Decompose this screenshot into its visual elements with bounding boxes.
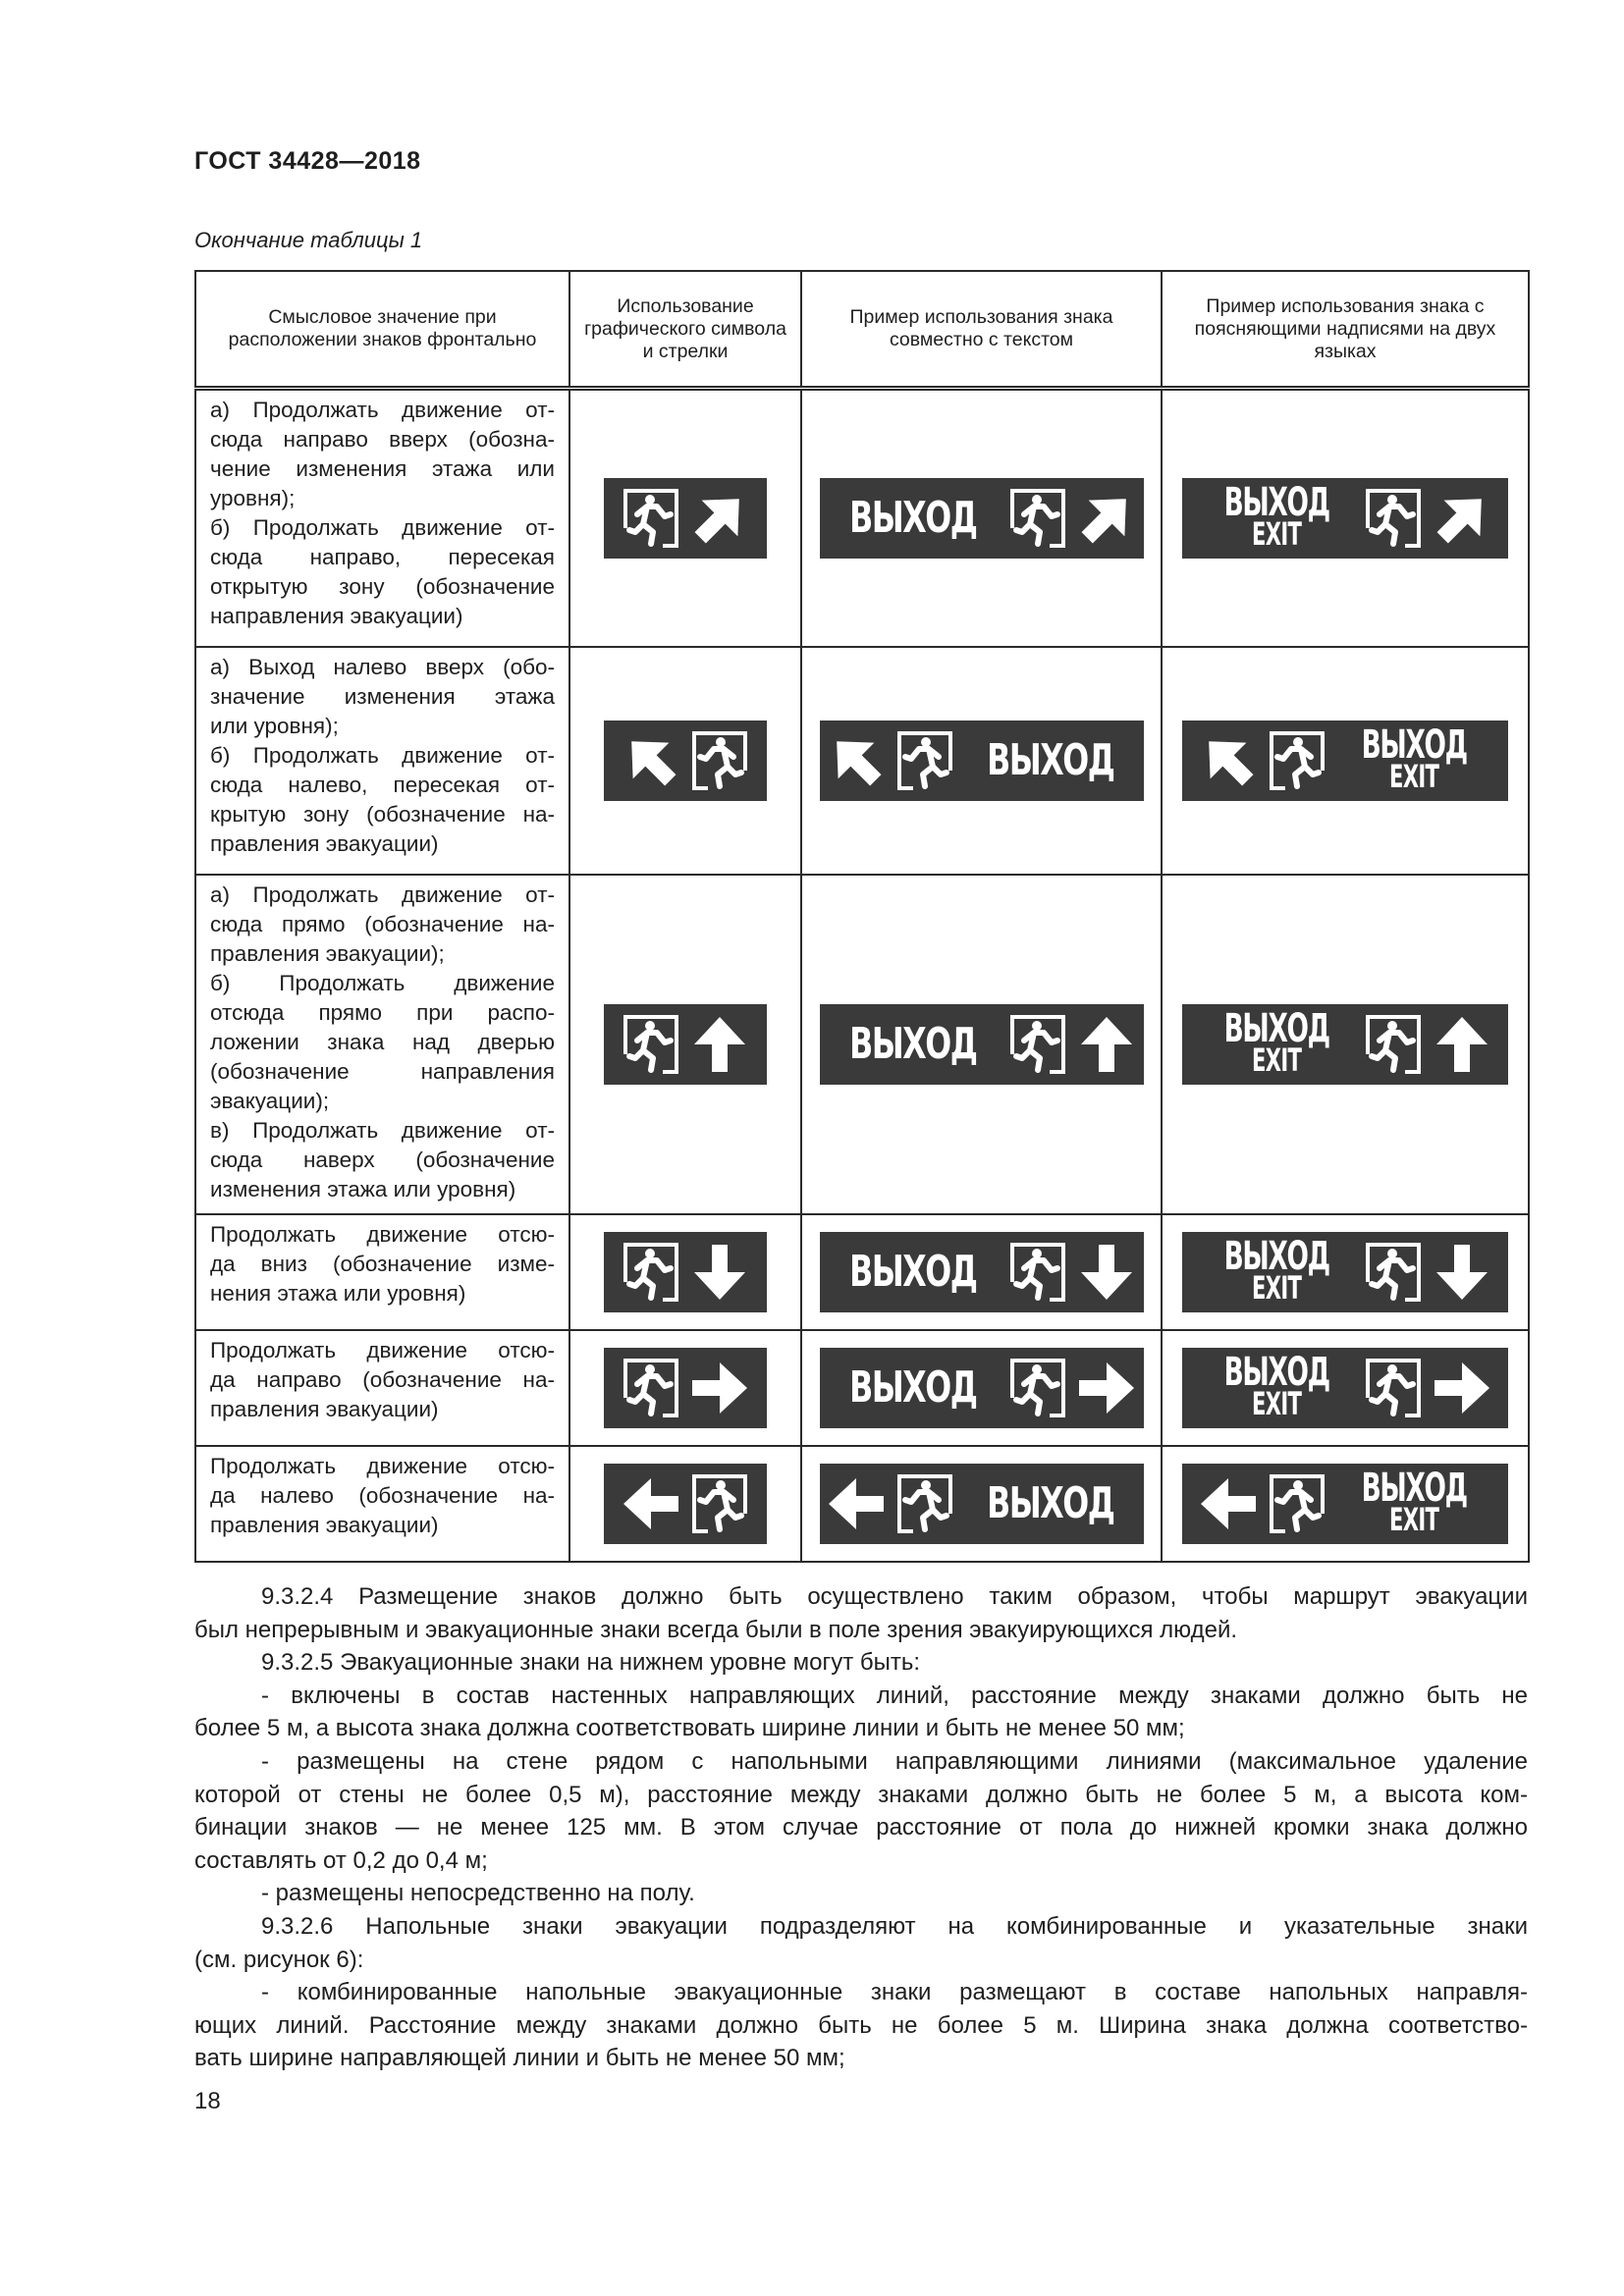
- body-line: - размещены на стене рядом с напольными направляющими линиями (максимальное удаление: [261, 1747, 1528, 1775]
- sign-bilingual-text: [1334, 721, 1493, 795]
- sign-bilingual-text: [1197, 479, 1356, 553]
- meaning-line: б) Продолжать движение: [210, 970, 555, 995]
- meaning-line: сюда прямо (обозначение на-: [210, 911, 555, 936]
- sign-bilingual-text: [1197, 1349, 1356, 1422]
- meaning-line: направления эвакуации): [210, 604, 463, 628]
- meaning-line: эвакуации);: [210, 1088, 330, 1113]
- meaning-line: изменения этажа или уровня): [210, 1176, 516, 1201]
- header-symbol-arrow: Использование графического символа и стрелки: [569, 271, 801, 389]
- sign-text-ru: ВЫХОД: [1223, 1349, 1329, 1395]
- symbol-arrow-cell: [569, 1214, 801, 1330]
- meaning-line: нения этажа или уровня): [210, 1280, 466, 1306]
- table-header-row: [195, 271, 1529, 389]
- sign-text-en: EXIT: [1388, 1500, 1439, 1538]
- arrow-up-right-icon: [1075, 487, 1138, 550]
- exit-runner-icon: [1362, 1239, 1425, 1306]
- bilingual-cell: [1162, 1214, 1529, 1330]
- exit-sign-with-text: [820, 1464, 1144, 1544]
- exit-runner-icon: [1006, 1355, 1069, 1421]
- meaning-line: сюда налево, пересекая от-: [210, 772, 555, 797]
- bilingual-cell: [1162, 647, 1529, 875]
- body-line: бинации знаков — не менее 125 мм. В этом случае расстояние от пола до нижней кромки знака должно: [194, 1814, 1528, 1842]
- sign-text-en: EXIT: [1251, 1268, 1302, 1307]
- sign-text-en: EXIT: [1251, 1384, 1302, 1422]
- arrow-up-left-icon: [620, 729, 682, 792]
- table-row: [195, 1214, 1529, 1330]
- exit-runner-icon: [893, 1470, 956, 1537]
- sign-text-en: EXIT: [1251, 514, 1302, 553]
- sign-text-ru: ВЫХОД: [986, 1478, 1114, 1528]
- exit-runner-icon: [1266, 727, 1328, 794]
- with-text-cell: [801, 389, 1162, 647]
- exit-sign-bilingual: [1182, 1004, 1508, 1085]
- exit-sign-symbol: [604, 478, 767, 559]
- exit-sign-bilingual: [1182, 478, 1508, 559]
- symbol-arrow-cell: [569, 1446, 801, 1562]
- exit-runner-icon: [1362, 1011, 1425, 1078]
- table-row: [195, 875, 1529, 1214]
- sign-bilingual-text: [1334, 1465, 1493, 1538]
- symbol-arrow-cell: [569, 647, 801, 875]
- exit-runner-icon: [1006, 485, 1069, 552]
- meaning-line: да вниз (обозначение изме-: [210, 1251, 555, 1276]
- arrow-down-icon: [688, 1241, 751, 1304]
- symbol-arrow-cell: [569, 1330, 801, 1446]
- body-paragraph: [194, 1910, 1528, 1976]
- exit-sign-bilingual: [1182, 1464, 1508, 1544]
- exit-sign-symbol: [604, 1464, 767, 1544]
- sign-text-en: EXIT: [1251, 1041, 1302, 1079]
- body-paragraph: [194, 1680, 1528, 1745]
- meaning-line: правления эвакуации): [210, 1512, 439, 1537]
- with-text-cell: [801, 1446, 1162, 1562]
- exit-sign-bilingual: [1182, 1348, 1508, 1428]
- arrow-down-icon: [1431, 1241, 1493, 1304]
- exit-runner-icon: [620, 1239, 682, 1306]
- exit-runner-icon: [1006, 1239, 1069, 1306]
- body-line: - размещены непосредственно на полу.: [261, 1880, 695, 1907]
- sign-text-ru: ВЫХОД: [848, 1362, 977, 1413]
- table-row: [195, 389, 1529, 647]
- body-line: вать ширине направляющей линии и быть не менее 50 мм;: [194, 2045, 845, 2072]
- meaning-line: а) Продолжать движение от-: [210, 881, 555, 907]
- meaning-line: крытую зону (обозначение на-: [210, 801, 555, 827]
- table-row: [195, 647, 1529, 875]
- with-text-cell: [801, 647, 1162, 875]
- exit-sign-bilingual: [1182, 721, 1508, 801]
- sign-text-ru: ВЫХОД: [1223, 1233, 1329, 1279]
- arrow-down-icon: [1075, 1241, 1138, 1304]
- exit-runner-icon: [1362, 485, 1425, 552]
- exit-runner-icon: [1006, 1011, 1069, 1078]
- meaning-cell: [195, 1214, 569, 1330]
- meaning-line: правления эвакуации): [210, 1396, 439, 1421]
- exit-sign-symbol: [604, 1004, 767, 1085]
- meaning-line: правления эвакуации);: [210, 940, 445, 966]
- exit-sign-with-text: [820, 478, 1144, 559]
- page-number: 18: [194, 2088, 221, 2114]
- body-text: [194, 1580, 1528, 2075]
- arrow-up-icon: [1431, 1013, 1493, 1076]
- meaning-cell: [195, 875, 569, 1214]
- meaning-cell: [195, 1446, 569, 1562]
- evacuation-signs-table: [194, 270, 1530, 1563]
- body-paragraph: [194, 1877, 1528, 1910]
- arrow-right-icon: [688, 1357, 751, 1419]
- meaning-line: (обозначение направления: [210, 1058, 555, 1084]
- exit-sign-with-text: [820, 1348, 1144, 1428]
- arrow-right-icon: [1075, 1357, 1138, 1419]
- meaning-line: или уровня);: [210, 713, 339, 738]
- meaning-line: а) Продолжать движение от-: [210, 398, 555, 422]
- meaning-cell: [195, 647, 569, 875]
- body-paragraph: [194, 1580, 1528, 1646]
- body-paragraph: [194, 1646, 1528, 1680]
- exit-sign-with-text: [820, 1004, 1144, 1085]
- meaning-line: да направо (обозначение на-: [210, 1366, 555, 1392]
- body-paragraph: [194, 1976, 1528, 2075]
- meaning-line: Продолжать движение отсю-: [210, 1453, 555, 1478]
- header-with-text: Пример использования знака совместно с текстом: [801, 271, 1162, 389]
- meaning-line: правления эвакуации): [210, 830, 439, 856]
- sign-bilingual-text: [1197, 1233, 1356, 1307]
- exit-runner-icon: [620, 1355, 682, 1421]
- arrow-up-left-icon: [825, 729, 888, 792]
- exit-runner-icon: [1266, 1470, 1328, 1537]
- header-meaning: Смысловое значение при расположении знаков фронтально: [195, 271, 569, 389]
- exit-sign-symbol: [604, 1348, 767, 1428]
- meaning-line: Продолжать движение отсю-: [210, 1337, 555, 1362]
- exit-sign-with-text: [820, 1232, 1144, 1312]
- arrow-left-icon: [620, 1472, 682, 1535]
- body-line: был непрерывным и эвакуационные знаки всегда были в поле зрения эвакуирующихся людей.: [194, 1616, 1238, 1643]
- body-line: ющих линий. Расстояние между знаками должно быть не более 5 м. Ширина знака должна соответство-: [194, 2011, 1528, 2039]
- meaning-line: сюда наверх (обозначение: [210, 1147, 555, 1172]
- table-row: [195, 1330, 1529, 1446]
- sign-text-ru: ВЫХОД: [1223, 1005, 1329, 1051]
- meaning-line: отсюда прямо при распо-: [210, 999, 555, 1025]
- body-line: более 5 м, а высота знака должна соответствовать ширине линии и быть не менее 50 мм;: [194, 1715, 1185, 1742]
- bilingual-cell: [1162, 1446, 1529, 1562]
- body-line: - комбинированные напольные эвакуационные знаки размещают в составе напольных направля-: [261, 1979, 1528, 2006]
- exit-runner-icon: [620, 1011, 682, 1078]
- body-line: 9.3.2.6 Напольные знаки эвакуации подразделяют на комбинированные и указательные знаки: [261, 1912, 1528, 1940]
- document-code: ГОСТ 34428—2018: [194, 147, 421, 175]
- body-line: которой от стены не более 0,5 м), расстояние между знаками должно быть не более 5 м, а высота ком-: [194, 1781, 1528, 1808]
- sign-text-en: EXIT: [1388, 757, 1439, 795]
- exit-sign-symbol: [604, 1232, 767, 1312]
- symbol-arrow-cell: [569, 875, 801, 1214]
- arrow-left-icon: [1197, 1472, 1260, 1535]
- sign-bilingual-text: [1197, 1005, 1356, 1079]
- meaning-line: открытую зону (обозначение: [210, 574, 555, 599]
- meaning-line: значение изменения этажа: [210, 683, 555, 709]
- table-caption: Окончание таблицы 1: [194, 228, 423, 252]
- meaning-line: б) Продолжать движение от-: [210, 742, 555, 768]
- meaning-line: б) Продолжать движение от-: [210, 515, 555, 540]
- arrow-up-right-icon: [688, 487, 751, 550]
- sign-text-ru: ВЫХОД: [848, 493, 977, 544]
- bilingual-cell: [1162, 389, 1529, 647]
- meaning-line: сюда направо, пересекая: [210, 545, 555, 569]
- meaning-line: сюда направо вверх (обозна-: [210, 427, 555, 452]
- meaning-line: а) Выход налево вверх (обо-: [210, 654, 555, 679]
- exit-runner-icon: [620, 485, 682, 552]
- with-text-cell: [801, 1330, 1162, 1446]
- exit-runner-icon: [1362, 1355, 1425, 1421]
- arrow-up-icon: [1075, 1013, 1138, 1076]
- meaning-cell: [195, 1330, 569, 1446]
- symbol-arrow-cell: [569, 389, 801, 647]
- body-line: 9.3.2.5 Эвакуационные знаки на нижнем уровне могут быть:: [261, 1649, 921, 1677]
- exit-runner-icon: [688, 1470, 751, 1537]
- body-line: 9.3.2.4 Размещение знаков должно быть осуществлено таким образом, чтобы маршрут эвакуации: [261, 1583, 1528, 1610]
- bilingual-cell: [1162, 1330, 1529, 1446]
- meaning-line: ложении знака над дверью: [210, 1029, 555, 1054]
- body-line: - включены в состав настенных направляющих линий, расстояние между знаками должно быть не: [261, 1682, 1528, 1709]
- arrow-left-icon: [825, 1472, 888, 1535]
- sign-text-ru: ВЫХОД: [1361, 721, 1467, 768]
- exit-sign-bilingual: [1182, 1232, 1508, 1312]
- with-text-cell: [801, 875, 1162, 1214]
- arrow-up-right-icon: [1431, 487, 1493, 550]
- arrow-right-icon: [1431, 1357, 1493, 1419]
- exit-runner-icon: [688, 727, 751, 794]
- arrow-up-icon: [688, 1013, 751, 1076]
- exit-sign-with-text: [820, 721, 1144, 801]
- header-two-languages: Пример использования знака с поясняющими надписями на двух языках: [1162, 271, 1529, 389]
- body-line: (см. рисунок 6):: [194, 1946, 364, 1973]
- sign-text-ru: ВЫХОД: [848, 1019, 977, 1069]
- sign-text-ru: ВЫХОД: [848, 1247, 977, 1297]
- sign-text-ru: ВЫХОД: [986, 735, 1114, 785]
- meaning-line: Продолжать движение отсю-: [210, 1221, 555, 1247]
- bilingual-cell: [1162, 875, 1529, 1214]
- meaning-line: в) Продолжать движение от-: [210, 1117, 555, 1143]
- sign-text-ru: ВЫХОД: [1361, 1465, 1467, 1511]
- body-paragraph: [194, 1745, 1528, 1877]
- table-row: [195, 1446, 1529, 1562]
- exit-sign-symbol: [604, 721, 767, 801]
- sign-text-ru: ВЫХОД: [1223, 479, 1329, 525]
- meaning-line: чение изменения этажа или: [210, 456, 555, 481]
- meaning-cell: [195, 389, 569, 647]
- meaning-line: уровня);: [210, 486, 296, 510]
- meaning-line: да налево (обозначение на-: [210, 1482, 555, 1508]
- arrow-up-left-icon: [1197, 729, 1260, 792]
- exit-runner-icon: [893, 727, 956, 794]
- with-text-cell: [801, 1214, 1162, 1330]
- body-line: составлять от 0,2 до 0,4 м;: [194, 1846, 488, 1874]
